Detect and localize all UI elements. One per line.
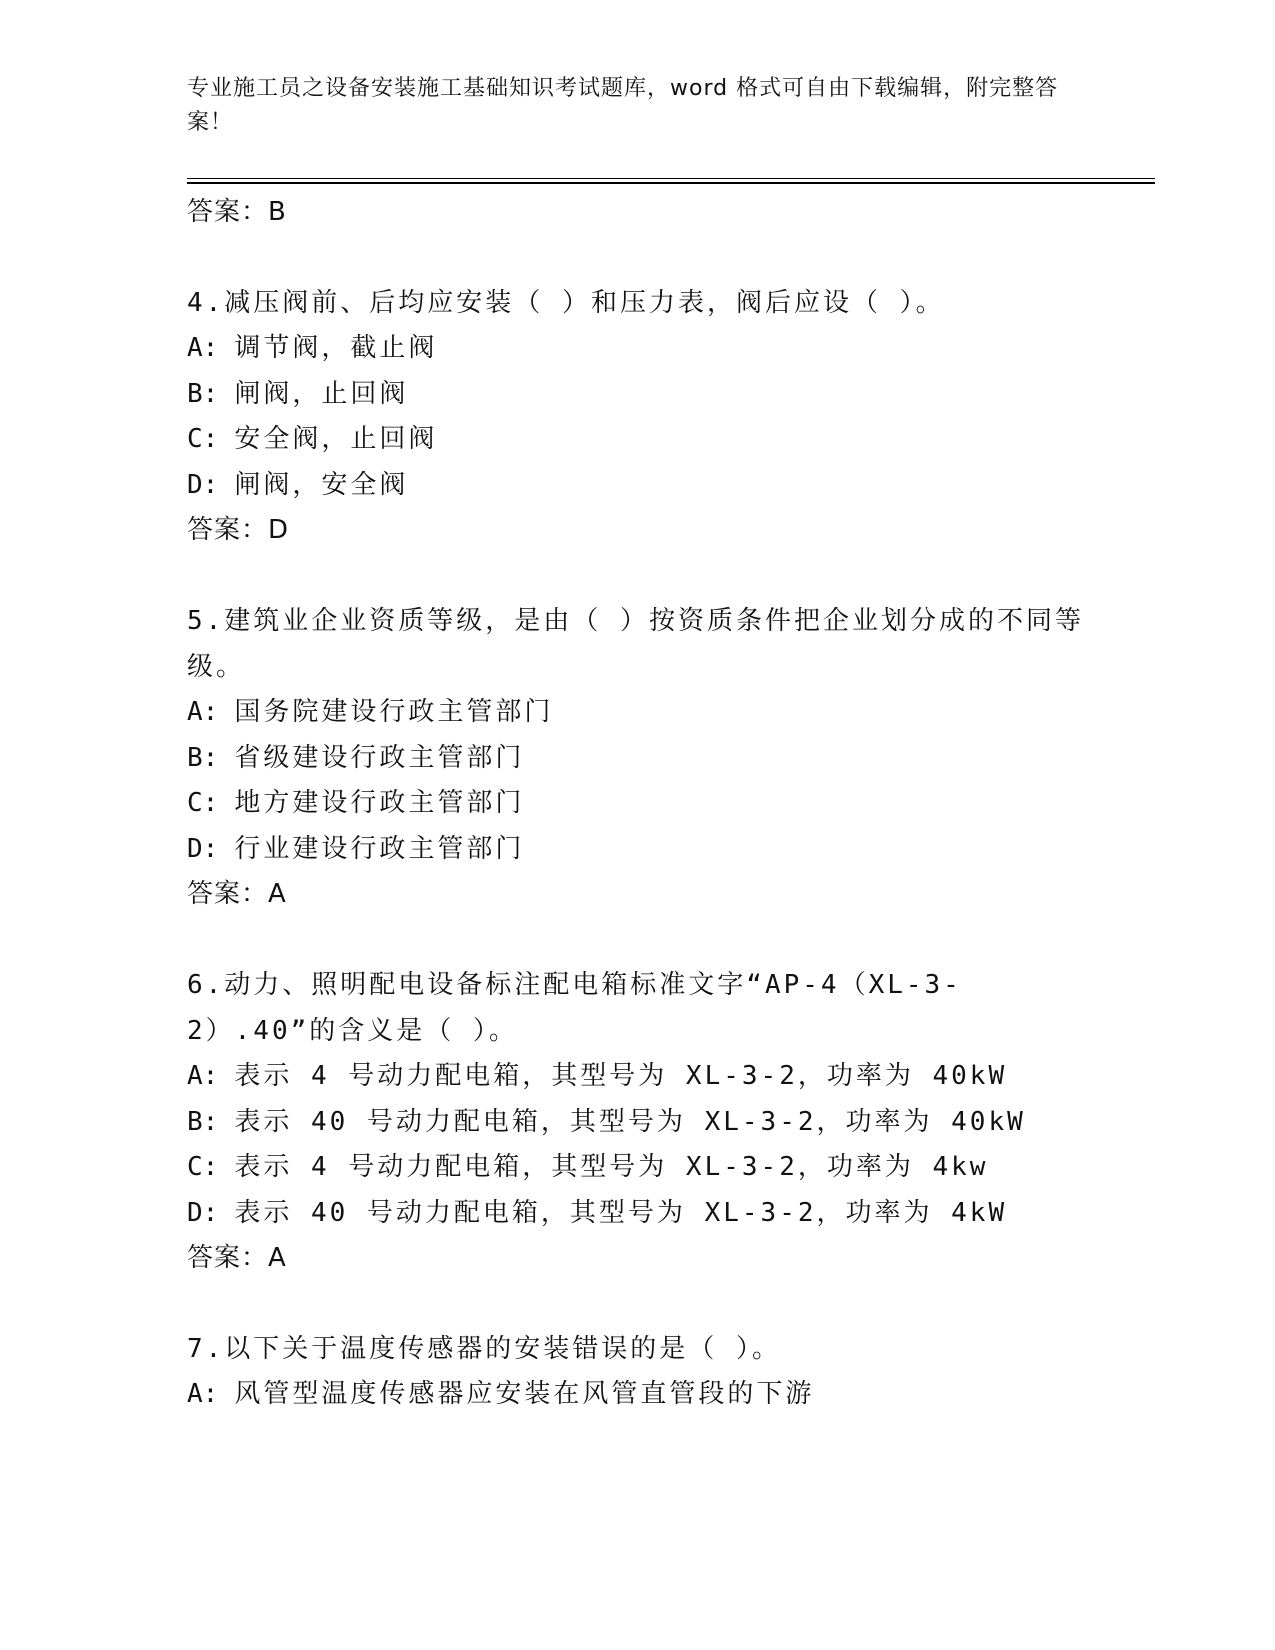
option-a: [187, 1372, 1087, 1418]
option-letter: C:: [187, 424, 219, 454]
option-d: [187, 827, 1087, 873]
option-text: 闸阀，安全阀: [234, 469, 409, 500]
option-letter: C:: [187, 788, 219, 818]
option-c: [187, 417, 1087, 463]
option-b: [187, 1100, 1087, 1146]
document-body: [187, 190, 1087, 1418]
option-text: 行业建设行政主管部门: [234, 833, 525, 864]
option-letter: A:: [187, 333, 219, 363]
question-stem: 6.动力、照明配电设备标注配电箱标准文字“AP-4（XL-3-2）.40”的含义是（ ）。: [187, 970, 962, 1046]
option-text: 表示 4 号动力配电箱，其型号为 XL-3-2，功率为 4kw: [234, 1152, 989, 1182]
header-text: 专业施工员之设备安装施工基础知识考试题库，word 格式可自由下载编辑，附完整答案！: [187, 76, 1059, 135]
header-divider: [187, 178, 1155, 179]
option-letter: D:: [187, 469, 219, 500]
question-block: [187, 962, 1087, 1280]
option-letter: A:: [187, 1379, 219, 1409]
option-d: [187, 1191, 1087, 1237]
option-text: 省级建设行政主管部门: [234, 742, 525, 773]
option-letter: A:: [187, 1061, 219, 1091]
option-text: 调节阀，截止阀: [234, 333, 438, 363]
header-divider-thick: [187, 182, 1155, 184]
question-stem: 7.以下关于温度传感器的安装错误的是（ ）。: [187, 1334, 781, 1364]
answer-line: 答案：B: [187, 197, 287, 227]
option-text: 表示 4 号动力配电箱，其型号为 XL-3-2，功率为 40kW: [234, 1061, 1008, 1091]
option-letter: A:: [187, 697, 219, 727]
option-text: 表示 40 号动力配电箱，其型号为 XL-3-2，功率为 40kW: [234, 1106, 1026, 1137]
option-b: [187, 372, 1087, 418]
option-letter: B:: [187, 742, 219, 773]
option-a: [187, 1054, 1087, 1100]
option-letter: D:: [187, 1197, 219, 1228]
option-text: 地方建设行政主管部门: [234, 788, 525, 818]
option-d: [187, 463, 1087, 509]
option-a: [187, 690, 1087, 736]
option-letter: D:: [187, 833, 219, 864]
option-letter: B:: [187, 1106, 219, 1137]
option-text: 表示 40 号动力配电箱，其型号为 XL-3-2，功率为 4kW: [234, 1197, 1008, 1228]
option-c: [187, 1145, 1087, 1191]
option-c: [187, 781, 1087, 827]
option-a: [187, 326, 1087, 372]
option-text: 安全阀，止回阀: [234, 424, 438, 454]
question-stem: 5.建筑业企业资质等级，是由（ ）按资质条件把企业划分成的不同等级。: [187, 606, 1084, 682]
option-text: 风管型温度传感器应安装在风管直管段的下游: [234, 1379, 815, 1409]
question-block: [187, 1326, 1087, 1418]
option-text: 国务院建设行政主管部门: [234, 697, 554, 727]
question-stem: 4.减压阀前、后均应安装（ ）和压力表，阀后应设（ ）。: [187, 288, 945, 318]
document-header: [187, 72, 1067, 140]
answer-line: 答案：A: [187, 879, 287, 909]
question-block: [187, 280, 1087, 552]
option-b: [187, 736, 1087, 782]
option-letter: B:: [187, 378, 219, 409]
option-text: 闸阀，止回阀: [234, 378, 409, 409]
answer-line: 答案：A: [187, 1243, 287, 1273]
answer-line: 答案：D: [187, 515, 290, 545]
question-block: [187, 598, 1087, 916]
option-letter: C:: [187, 1152, 219, 1182]
